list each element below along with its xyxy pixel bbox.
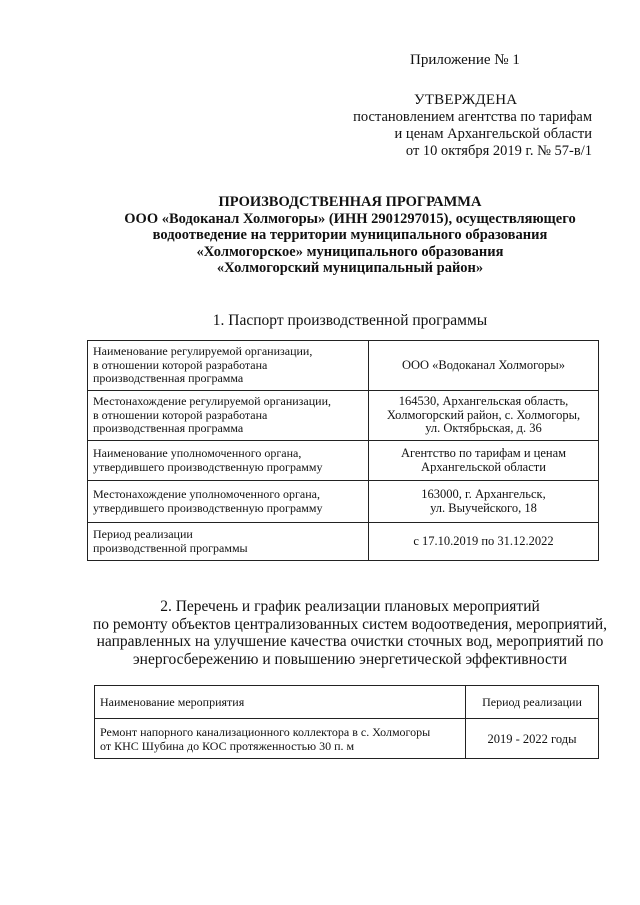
column-header-period: Период реализации [466, 686, 599, 719]
cell-line: Ремонт напорного канализационного коллектора в с. Холмогоры [100, 724, 431, 739]
cell-line: Агентство по тарифам и ценам [400, 446, 567, 460]
passport-value [369, 441, 599, 481]
table-row [88, 391, 599, 441]
measures-table [94, 685, 599, 759]
cell-line: в отношении которой разработана [93, 407, 268, 422]
program-title-line: ПРОИЗВОДСТВЕННАЯ ПРОГРАММА [218, 194, 482, 210]
table-row [88, 481, 599, 523]
passport-label [88, 441, 369, 481]
column-header-name: Наименование мероприятия [95, 686, 466, 719]
approved-stamp: УТВЕРЖДЕНА [414, 92, 518, 108]
measure-name [95, 719, 466, 759]
section2-title [60, 598, 640, 668]
program-title-line: ООО «Водоканал Холмогоры» (ИНН 2901297015), осуществляющего [124, 210, 576, 227]
section2-title-line: направленных на улучшение качества очистки сточных вод, мероприятий по [96, 633, 604, 650]
cell-line: в отношении которой разработана [93, 357, 268, 372]
section2-title-line: по ремонту объектов централизованных систем водоотведения, мероприятий, [92, 615, 608, 633]
approval-line: от 10 октября 2019 г. № 57-в/1 [405, 143, 592, 159]
approval-line: и ценам Архангельской области [394, 126, 592, 142]
passport-label [88, 341, 369, 391]
program-title-line: водоотведение на территории муниципального образования [152, 227, 548, 243]
section1-title: 1. Паспорт производственной программы [212, 312, 488, 329]
program-title-line: «Холмогорский муниципальный район» [216, 260, 484, 276]
cell-line: с 17.10.2019 по 31.12.2022 [413, 533, 554, 548]
cell-line: 164530, Архангельская область, [398, 394, 569, 409]
cell-line: утвердившего производственную программу [93, 459, 323, 474]
passport-label [88, 391, 369, 441]
approval-details [320, 109, 592, 160]
cell-line: 163000, г. Архангельск, [421, 487, 546, 501]
cell-line: Наименование регулируемой организации, [93, 344, 313, 359]
passport-value [369, 481, 599, 523]
section2-title-line: 2. Перечень и график реализации плановых мероприятий [160, 598, 540, 615]
cell-line: Местонахождение регулируемой организации, [93, 394, 332, 409]
cell-line: Архангельской области [421, 459, 546, 474]
passport-label [88, 481, 369, 523]
passport-value [369, 523, 599, 561]
passport-value [369, 341, 599, 391]
cell-line: Местонахождение уполномоченного органа, [93, 487, 320, 501]
measure-period: 2019 - 2022 годы [466, 719, 599, 759]
cell-line: Наименование уполномоченного органа, [93, 446, 302, 460]
passport-label [88, 523, 369, 561]
cell-line: Холмогорский район, с. Холмогоры, [386, 407, 581, 422]
cell-line: Период реализации [93, 527, 193, 541]
cell-line: ул. Выучейского, 18 [430, 500, 537, 515]
approval-line: постановлением агентства по тарифам [353, 109, 592, 125]
cell-line: ул. Октябрьская, д. 36 [425, 421, 542, 436]
cell-line: производственной программы [93, 540, 248, 555]
cell-line: ООО «Водоканал Холмогоры» [401, 357, 566, 372]
table-header-row [95, 686, 599, 719]
program-title-line: «Холмогорское» муниципального образования [196, 243, 504, 260]
cell-line: утвердившего производственную программу [93, 500, 323, 515]
appendix-number: Приложение № 1 [410, 52, 520, 68]
program-title [60, 194, 640, 277]
passport-value [369, 391, 599, 441]
table-row [88, 341, 599, 391]
cell-line: от КНС Шубина до КОС протяженностью 30 п. м [100, 738, 355, 753]
cell-line: производственная программа [93, 421, 244, 436]
table-row [88, 523, 599, 561]
table-row [95, 719, 599, 759]
section2-title-line: энергосбережению и повышению энергетической эффективности [133, 650, 567, 668]
cell-line: производственная программа [93, 371, 244, 386]
table-row [88, 441, 599, 481]
passport-table [87, 340, 599, 561]
